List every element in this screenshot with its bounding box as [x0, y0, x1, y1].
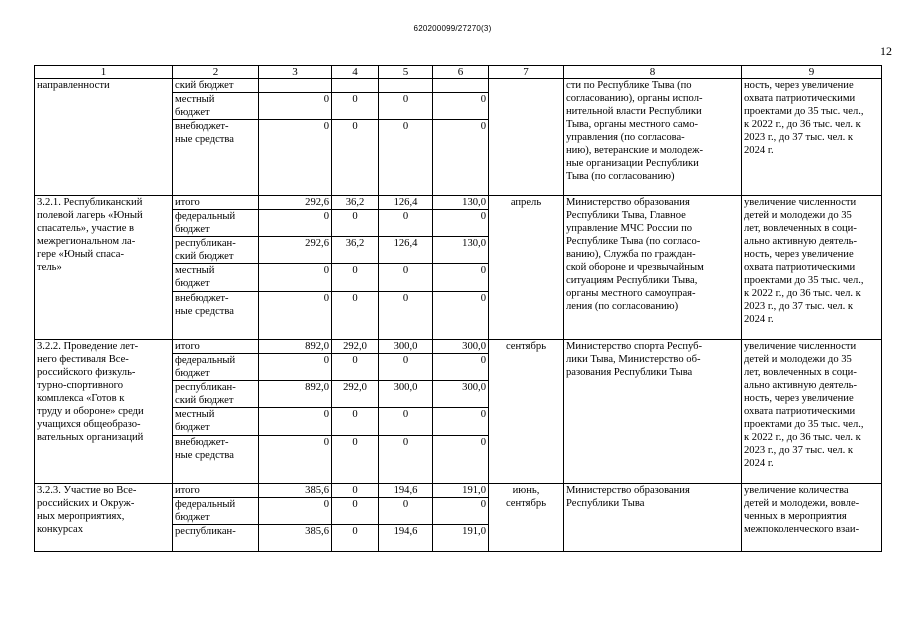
value-cell: 292,0	[332, 340, 379, 354]
value-cell: 292,6	[259, 237, 332, 264]
funding-source: федеральный бюджет	[173, 498, 259, 525]
col-header: 8	[564, 66, 742, 79]
funding-source: местный бюджет	[173, 264, 259, 292]
value-cell: 0	[379, 408, 433, 436]
program-table	[34, 65, 882, 552]
value-cell: 385,6	[259, 484, 332, 498]
value-cell: 0	[379, 93, 433, 120]
value-cell: 292,6	[259, 196, 332, 210]
value-cell: 0	[379, 354, 433, 381]
value-cell: 0	[332, 498, 379, 525]
deadline: сентябрь	[489, 340, 564, 484]
funding-source: ский бюджет	[173, 79, 259, 93]
funding-source: внебюджет- ные средства	[173, 292, 259, 340]
funding-source: республикан- ский бюджет	[173, 381, 259, 408]
value-cell: 0	[332, 93, 379, 120]
value-cell: 892,0	[259, 381, 332, 408]
value-cell: 130,0	[433, 196, 489, 210]
value-cell: 0	[379, 292, 433, 340]
measure-name: 3.2.3. Участие во Все- российских и Окруж- ных мероприятиях, конкурсах	[35, 484, 173, 552]
funding-source: федеральный бюджет	[173, 354, 259, 381]
value-cell: 0	[433, 292, 489, 340]
value-cell: 194,6	[379, 525, 433, 552]
value-cell: 0	[259, 498, 332, 525]
measure-name: 3.2.1. Республиканский полевой лагерь «Юный спасатель», участие в межрегиональном ла- гере «Юный спаса- тель»	[35, 196, 173, 340]
value-cell: 0	[259, 436, 332, 484]
value-cell: 0	[379, 498, 433, 525]
value-cell	[433, 79, 489, 93]
col-header: 1	[35, 66, 173, 79]
page-bottom-margin	[0, 574, 905, 640]
value-cell: 0	[259, 354, 332, 381]
expected-result: ность, через увеличение охвата патриотическими проектами до 35 тыс. чел., к 2022 г., до 36 тыс. чел. к 2023 г., до 37 тыс. чел. к 2024 г.	[742, 79, 882, 196]
funding-source: итого	[173, 340, 259, 354]
value-cell	[379, 79, 433, 93]
value-cell: 0	[259, 93, 332, 120]
funding-source: республикан-	[173, 525, 259, 552]
table-row	[35, 484, 882, 498]
value-cell: 0	[433, 354, 489, 381]
table-row	[35, 79, 882, 93]
value-cell: 0	[332, 484, 379, 498]
document-id: 620200099/27270(3)	[413, 24, 492, 33]
value-cell: 0	[433, 436, 489, 484]
col-header: 3	[259, 66, 332, 79]
col-header: 4	[332, 66, 379, 79]
value-cell: 0	[379, 436, 433, 484]
responsible-executors: Министерство образования Республики Тыва, Главное управление МЧС России по Республике Тыва (по согласо- ванию), Служба по граждан- ской обороне и чрезвычайным ситуациям Республики Тыва, органы местного самоупрая- ления (по согласованию)	[564, 196, 742, 340]
responsible-executors: сти по Республике Тыва (по согласованию), органы испол- нительной власти Республики Тыва, органы местного само- управления (по согласова- нию), ветеранские и молодеж- ные организации Республики Тыва (по согласованию)	[564, 79, 742, 196]
value-cell: 194,6	[379, 484, 433, 498]
value-cell: 0	[259, 210, 332, 237]
value-cell: 300,0	[433, 381, 489, 408]
value-cell: 0	[433, 264, 489, 292]
value-cell: 191,0	[433, 484, 489, 498]
col-header: 7	[489, 66, 564, 79]
value-cell: 0	[332, 436, 379, 484]
value-cell: 0	[433, 93, 489, 120]
value-cell: 892,0	[259, 340, 332, 354]
value-cell: 0	[379, 264, 433, 292]
expected-result: увеличение количества детей и молодежи, вовле- ченных в мероприятия межпоколенческого взаи-	[742, 484, 882, 552]
value-cell: 0	[332, 292, 379, 340]
deadline: апрель	[489, 196, 564, 340]
funding-source: республикан- ский бюджет	[173, 237, 259, 264]
value-cell: 191,0	[433, 525, 489, 552]
deadline: июнь, сентябрь	[489, 484, 564, 552]
responsible-executors: Министерство образования Республики Тыва	[564, 484, 742, 552]
value-cell: 0	[332, 525, 379, 552]
funding-source: итого	[173, 196, 259, 210]
value-cell: 126,4	[379, 237, 433, 264]
value-cell: 0	[332, 120, 379, 196]
value-cell: 0	[433, 210, 489, 237]
measure-name: направленности	[35, 79, 173, 196]
value-cell: 0	[433, 498, 489, 525]
table-row	[35, 340, 882, 354]
responsible-executors: Министерство спорта Респуб- лики Тыва, Министерство об- разования Республики Тыва	[564, 340, 742, 484]
value-cell: 0	[259, 408, 332, 436]
value-cell: 0	[332, 354, 379, 381]
value-cell: 385,6	[259, 525, 332, 552]
page-number: 12	[880, 44, 892, 58]
funding-source: внебюджет- ные средства	[173, 436, 259, 484]
funding-source: местный бюджет	[173, 93, 259, 120]
value-cell: 300,0	[379, 381, 433, 408]
value-cell	[259, 79, 332, 93]
value-cell: 0	[332, 408, 379, 436]
value-cell: 36,2	[332, 196, 379, 210]
value-cell: 0	[379, 210, 433, 237]
value-cell: 300,0	[433, 340, 489, 354]
value-cell: 0	[433, 120, 489, 196]
value-cell	[332, 79, 379, 93]
value-cell: 0	[332, 264, 379, 292]
col-header: 9	[742, 66, 882, 79]
value-cell: 36,2	[332, 237, 379, 264]
table-row	[35, 196, 882, 210]
value-cell: 0	[259, 264, 332, 292]
value-cell: 0	[332, 210, 379, 237]
column-header-row	[35, 66, 882, 79]
funding-source: местный бюджет	[173, 408, 259, 436]
value-cell: 0	[379, 120, 433, 196]
value-cell: 292,0	[332, 381, 379, 408]
col-header: 2	[173, 66, 259, 79]
value-cell: 300,0	[379, 340, 433, 354]
funding-source: итого	[173, 484, 259, 498]
value-cell: 0	[259, 292, 332, 340]
funding-source: федеральный бюджет	[173, 210, 259, 237]
expected-result: увеличение численности детей и молодежи до 35 лет, вовлеченных в соци- ально активную деятель- ность, через увеличение охвата патриотическими проектами до 35 тыс. чел., к 2022 г., до 36 тыс. чел. к 2023 г., до 37 тыс. чел. к 2024 г.	[742, 340, 882, 484]
expected-result: увеличение численности детей и молодежи до 35 лет, вовлеченных в соци- ально активную деятель- ность, через увеличение охвата патриотическими проектами до 35 тыс. чел., к 2022 г., до 36 тыс. чел. к 2023 г., до 37 тыс. чел. к 2024 г.	[742, 196, 882, 340]
deadline	[489, 79, 564, 196]
value-cell: 0	[433, 408, 489, 436]
value-cell: 130,0	[433, 237, 489, 264]
measure-name: 3.2.2. Проведение лет- него фестиваля Все- российского физкуль- турно-спортивного комплекса «Готов к труду и обороне» среди учащихся общеобразо- вательных организаций	[35, 340, 173, 484]
funding-source: внебюджет- ные средства	[173, 120, 259, 196]
value-cell: 126,4	[379, 196, 433, 210]
value-cell: 0	[259, 120, 332, 196]
col-header: 6	[433, 66, 489, 79]
col-header: 5	[379, 66, 433, 79]
